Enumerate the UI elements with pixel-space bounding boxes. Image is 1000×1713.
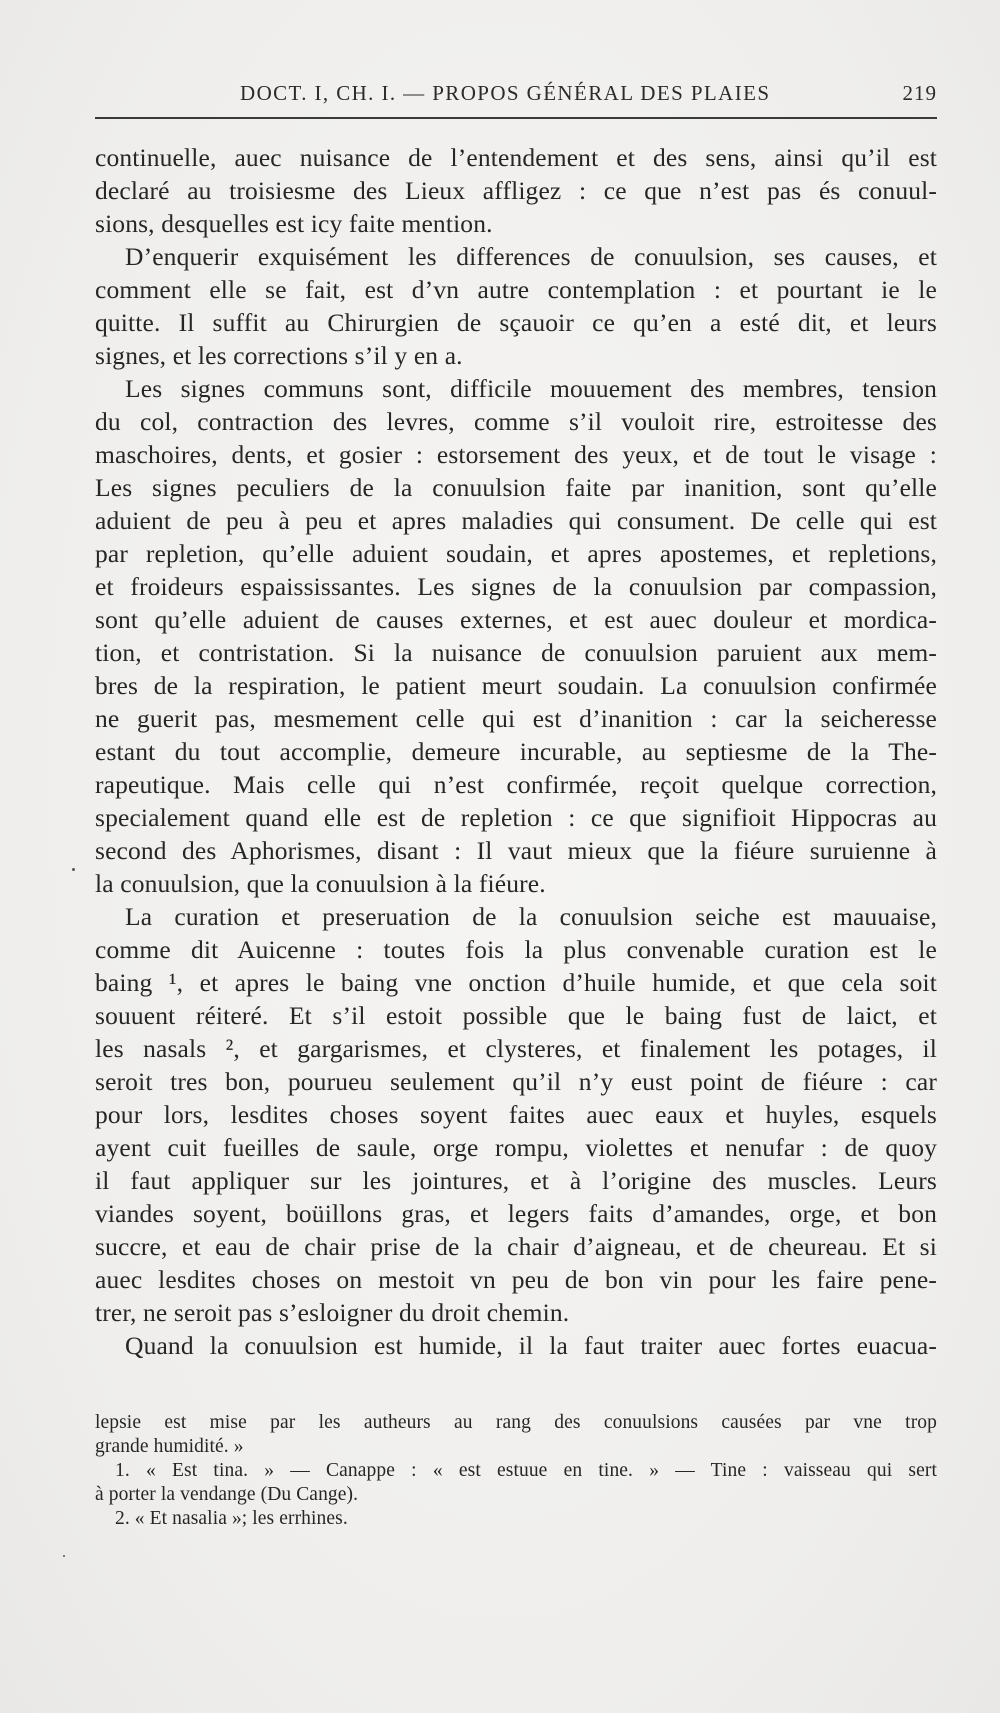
text-line: specialement quand elle est de repletion : ce que signifioit Hippocras au — [95, 803, 937, 832]
text-line: D’enquerir exquisément les differences de conuulsion, ses causes, et — [125, 242, 937, 271]
text-line: succre, et eau de chair prise de la chair d’aigneau, et de cheureau. Et si — [95, 1232, 937, 1261]
text-line: sions, desquelles est icy faite mention. — [95, 209, 493, 238]
text-line: les nasals ², et gargarismes, et clysteres, et finalement les potages, il — [95, 1034, 937, 1063]
page-speck — [63, 1555, 65, 1557]
footnote-line: grande humidité. » — [95, 1436, 244, 1457]
text-line: ayent cuit fueilles de saule, orge rompu, violettes et nenufar : de quoy — [95, 1133, 937, 1162]
page-speck — [72, 868, 75, 871]
text-line: aduient de peu à peu et apres maladies qui consument. De celle qui est — [95, 506, 937, 535]
text-line: ne guerit pas, mesmement celle qui est d’inanition : car la seicheresse — [95, 704, 937, 733]
text-line: viandes soyent, boüillons gras, et legers faits d’amandes, orge, et bon — [95, 1199, 937, 1228]
footnote-1: 1. « Est tina. » — Canappe : « est estuue en tine. » — Tine : vaisseau qui sert — [115, 1460, 937, 1481]
text-line: La curation et preseruation de la conuulsion seiche est mauuaise, — [125, 902, 937, 931]
page-header — [95, 75, 937, 119]
text-line: tion, et contristation. Si la nuisance de conuulsion paruient aux mem- — [95, 638, 937, 667]
text-line: rapeutique. Mais celle qui n’est confirmée, reçoit quelque correction, — [95, 770, 937, 799]
page-number: 219 — [902, 81, 937, 105]
text-line: auec lesdites choses on mestoit vn peu de bon vin pour les faire pene- — [95, 1265, 937, 1294]
text-line: sont qu’elle aduient de causes externes, et est auec douleur et mordica- — [95, 605, 937, 634]
text-line: trer, ne seroit pas s’esloigner du droit chemin. — [95, 1298, 570, 1327]
text-line: comment elle se fait, est d’vn autre contemplation : et pourtant ie le — [95, 275, 937, 304]
text-line: estant du tout accomplie, demeure incurable, au septiesme de la The- — [95, 737, 937, 766]
footnotes — [95, 1411, 937, 1531]
footnote-line: à porter la vendange (Du Cange). — [95, 1484, 359, 1505]
text-line: declaré au troisiesme des Lieux affligez : ce que n’est pas és conuul- — [95, 176, 937, 205]
text-line: par repletion, qu’elle aduient soudain, et apres apostemes, et repletions, — [95, 539, 937, 568]
running-title: DOCT. I, CH. I. — PROPOS GÉNÉRAL DES PLAIES — [240, 81, 771, 105]
text-line: et froideurs espaississantes. Les signes de la conuulsion par compassion, — [95, 572, 937, 601]
text-line: maschoires, dents, et gosier : estorsement des yeux, et de tout le visage : — [95, 440, 937, 469]
text-line: pour lors, lesdites choses soyent faites auec eaux et huyles, esquels — [95, 1100, 937, 1129]
text-line: quitte. Il suffit au Chirurgien de sçauoir ce qu’en a esté dit, et leurs — [95, 308, 937, 337]
text-line: Les signes communs sont, difficile mouuement des membres, tension — [125, 374, 937, 403]
text-line: souuent réiteré. Et s’il estoit possible que le baing fust de laict, et — [95, 1001, 937, 1030]
footnote-2: 2. « Et nasalia »; les errhines. — [115, 1508, 348, 1529]
text-line: signes, et les corrections s’il y en a. — [95, 341, 463, 370]
text-line: baing ¹, et apres le baing vne onction d’huile humide, et que cela soit — [95, 968, 937, 997]
text-line: Quand la conuulsion est humide, il la faut traiter auec fortes euacua- — [125, 1331, 937, 1360]
main-text — [95, 141, 937, 1362]
text-line: second des Aphorismes, disant : Il vaut mieux que la fiéure suruienne à — [95, 836, 937, 865]
text-line: continuelle, auec nuisance de l’entendement et des sens, ainsi qu’il est — [95, 143, 937, 172]
footnote-line: lepsie est mise par les autheurs au rang des conuulsions causées par vne trop — [95, 1412, 937, 1433]
text-line: du col, contraction des levres, comme s’il vouloit rire, estroitesse des — [95, 407, 937, 436]
text-line: la conuulsion, que la conuulsion à la fiéure. — [95, 869, 546, 898]
text-line: Les signes peculiers de la conuulsion faite par inanition, sont qu’elle — [95, 473, 937, 502]
text-line: comme dit Auicenne : toutes fois la plus convenable curation est le — [95, 935, 937, 964]
text-line: il faut appliquer sur les jointures, et à l’origine des muscles. Leurs — [95, 1166, 937, 1195]
text-line: bres de la respiration, le patient meurt soudain. La conuulsion confirmée — [95, 671, 937, 700]
text-line: seroit tres bon, pourueu seulement qu’il n’y eust point de fiéure : car — [95, 1067, 937, 1096]
